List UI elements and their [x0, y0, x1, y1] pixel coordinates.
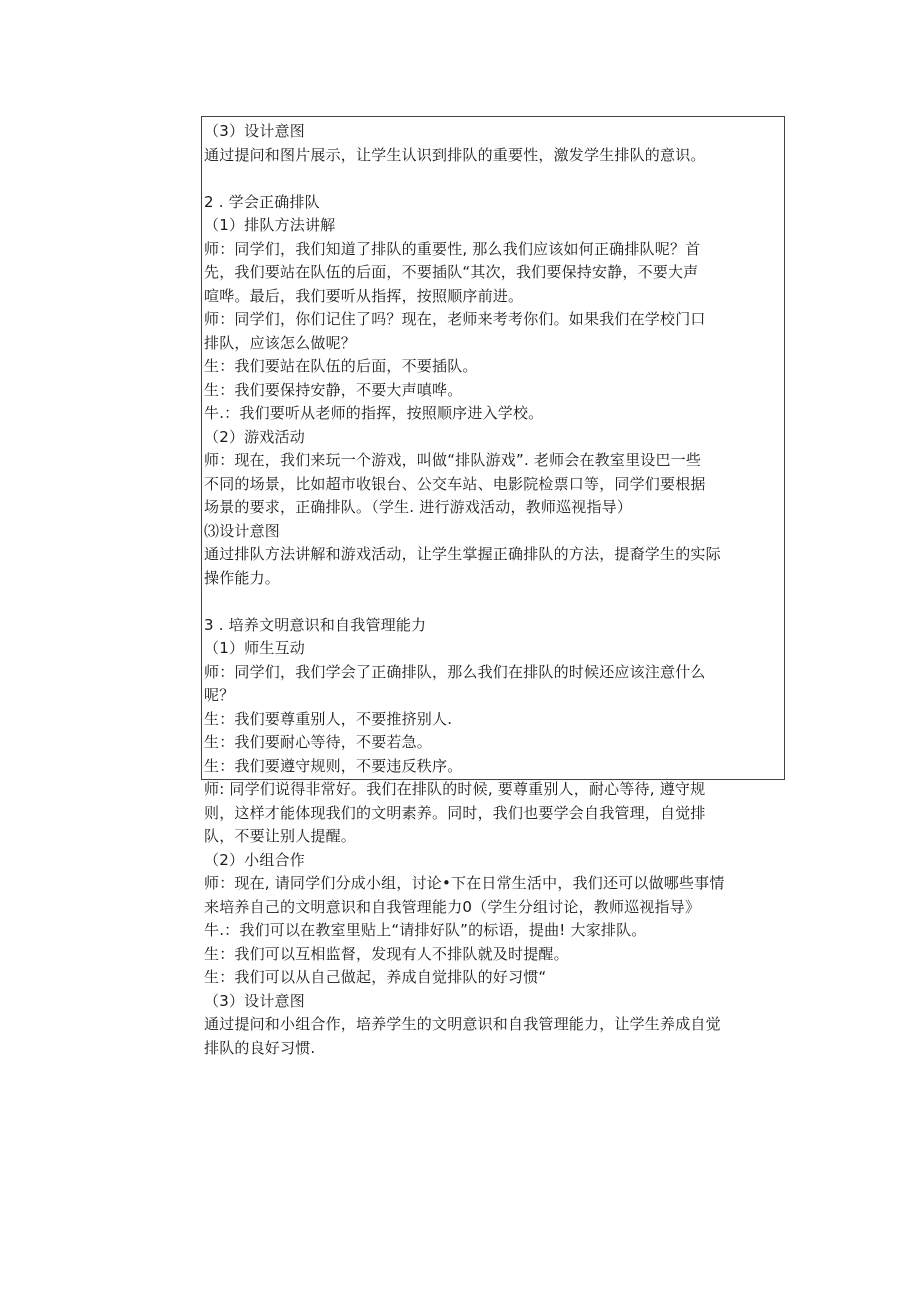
text-line: 则，这样才能体现我们的文明素养。同时，我们也要学会自我管理，自觉排 [204, 803, 706, 822]
text-line: 师：现在, 请同学们分成小组，讨论•下在日常生活中，我们还可以做哪些事情 [204, 874, 725, 892]
section-heading: （2）小组合作 [204, 850, 305, 869]
section-heading: （1）排队方法讲解 [204, 216, 336, 234]
text-line: 场景的要求，正确排队。（学生. 进行游戏活动，教师巡视指导） [204, 498, 633, 516]
text-line: 生：我们可以互相监督，发现有人不排队就及时提醒。 [204, 944, 569, 963]
text-line: 排队的良好习惯. [204, 1038, 316, 1057]
section-heading: （3）设计意图 [204, 122, 305, 140]
text-line: 喧哗。最后，我们要听从指挥，按照顺序前进。 [204, 286, 524, 305]
text-line: 生：我们可以从自己做起，养成自觉排队的好习惯“ [204, 968, 547, 986]
text-line: 不同的场景，比如超市收银台、公交车站、电影院检票口等，同学们要根据 [204, 474, 706, 493]
text-line: 通过提问和小组合作，培养学生的文明意识和自我管理能力，让学生养成自觉 [204, 1015, 721, 1033]
text-line: 来培养自己的文明意识和自我管理能力0（学生分组讨论，教师巡视指导》 [204, 897, 701, 916]
text-line: 牛.：我们可以在教室里贴上“请排好队”的标语，提曲! 大家排队。 [204, 921, 647, 939]
text-line: 生：我们要保持安静，不要大声嗔哗。 [204, 380, 463, 399]
text-line: 先，我们要站在队伍的后面，不要插队“其次，我们要保持安静，不要大声 [204, 263, 699, 281]
text-line: 牛.：我们要听从老师的指挥，按照顺序进入学校。 [204, 404, 544, 422]
section-title: 3 . 培养文明意识和自我管理能力 [204, 615, 427, 634]
text-line: 通过排队方法讲解和游戏活动，让学生掌握正确排队的方法，提裔学生的实际 [204, 545, 721, 563]
text-line: 操作能力。 [204, 568, 281, 587]
text-line: 师：同学们，你们记住了吗？现在，老师来考考你们。如果我们在学校门口 [204, 310, 706, 328]
section-heading: （2）游戏活动 [204, 427, 305, 446]
text-line: 师: 同学们说得非常好。我们在排队的时候, 要尊重别人，耐心等待, 遵守规 [204, 780, 706, 798]
section-title: 2 . 学会正确排队 [204, 192, 320, 211]
text-line: 排队，应该怎么做呢？ [204, 333, 357, 352]
text-line: 通过提问和图片展示，让学生认识到排队的重要性，激发学生排队的意识。 [204, 145, 706, 164]
blank-line [204, 590, 782, 614]
text-line: 呢？ [204, 686, 235, 704]
document-table-cell [201, 116, 785, 1057]
text-line: 生：我们要尊重别人，不要推挤别人. [204, 709, 453, 728]
text-line: 队，不要让别人提醒。 [204, 827, 357, 845]
blank-line [204, 167, 782, 191]
text-line: 生：我们要遵守规则，不要违反秩序。 [204, 756, 463, 775]
section-heading: （3）设计意图 [204, 991, 305, 1010]
text-line: 师：现在，我们来玩一个游戏，叫做“排队游戏”. 老师会在教室里设巴一些 [204, 451, 702, 469]
text-line: 师：同学们，我们学会了正确排队，那么我们在排队的时候还应该注意什么 [204, 662, 706, 681]
section-heading: ⑶设计意图 [204, 521, 281, 540]
text-line: 师：同学们，我们知道了排队的重要性, 那么我们应该如何正确排队呢？首 [204, 239, 701, 258]
text-line: 生：我们要耐心等待，不要若急。 [204, 733, 433, 751]
text-line: 生：我们要站在队伍的后面，不要插队。 [204, 357, 478, 375]
section-heading: （1）师生互动 [204, 639, 305, 657]
